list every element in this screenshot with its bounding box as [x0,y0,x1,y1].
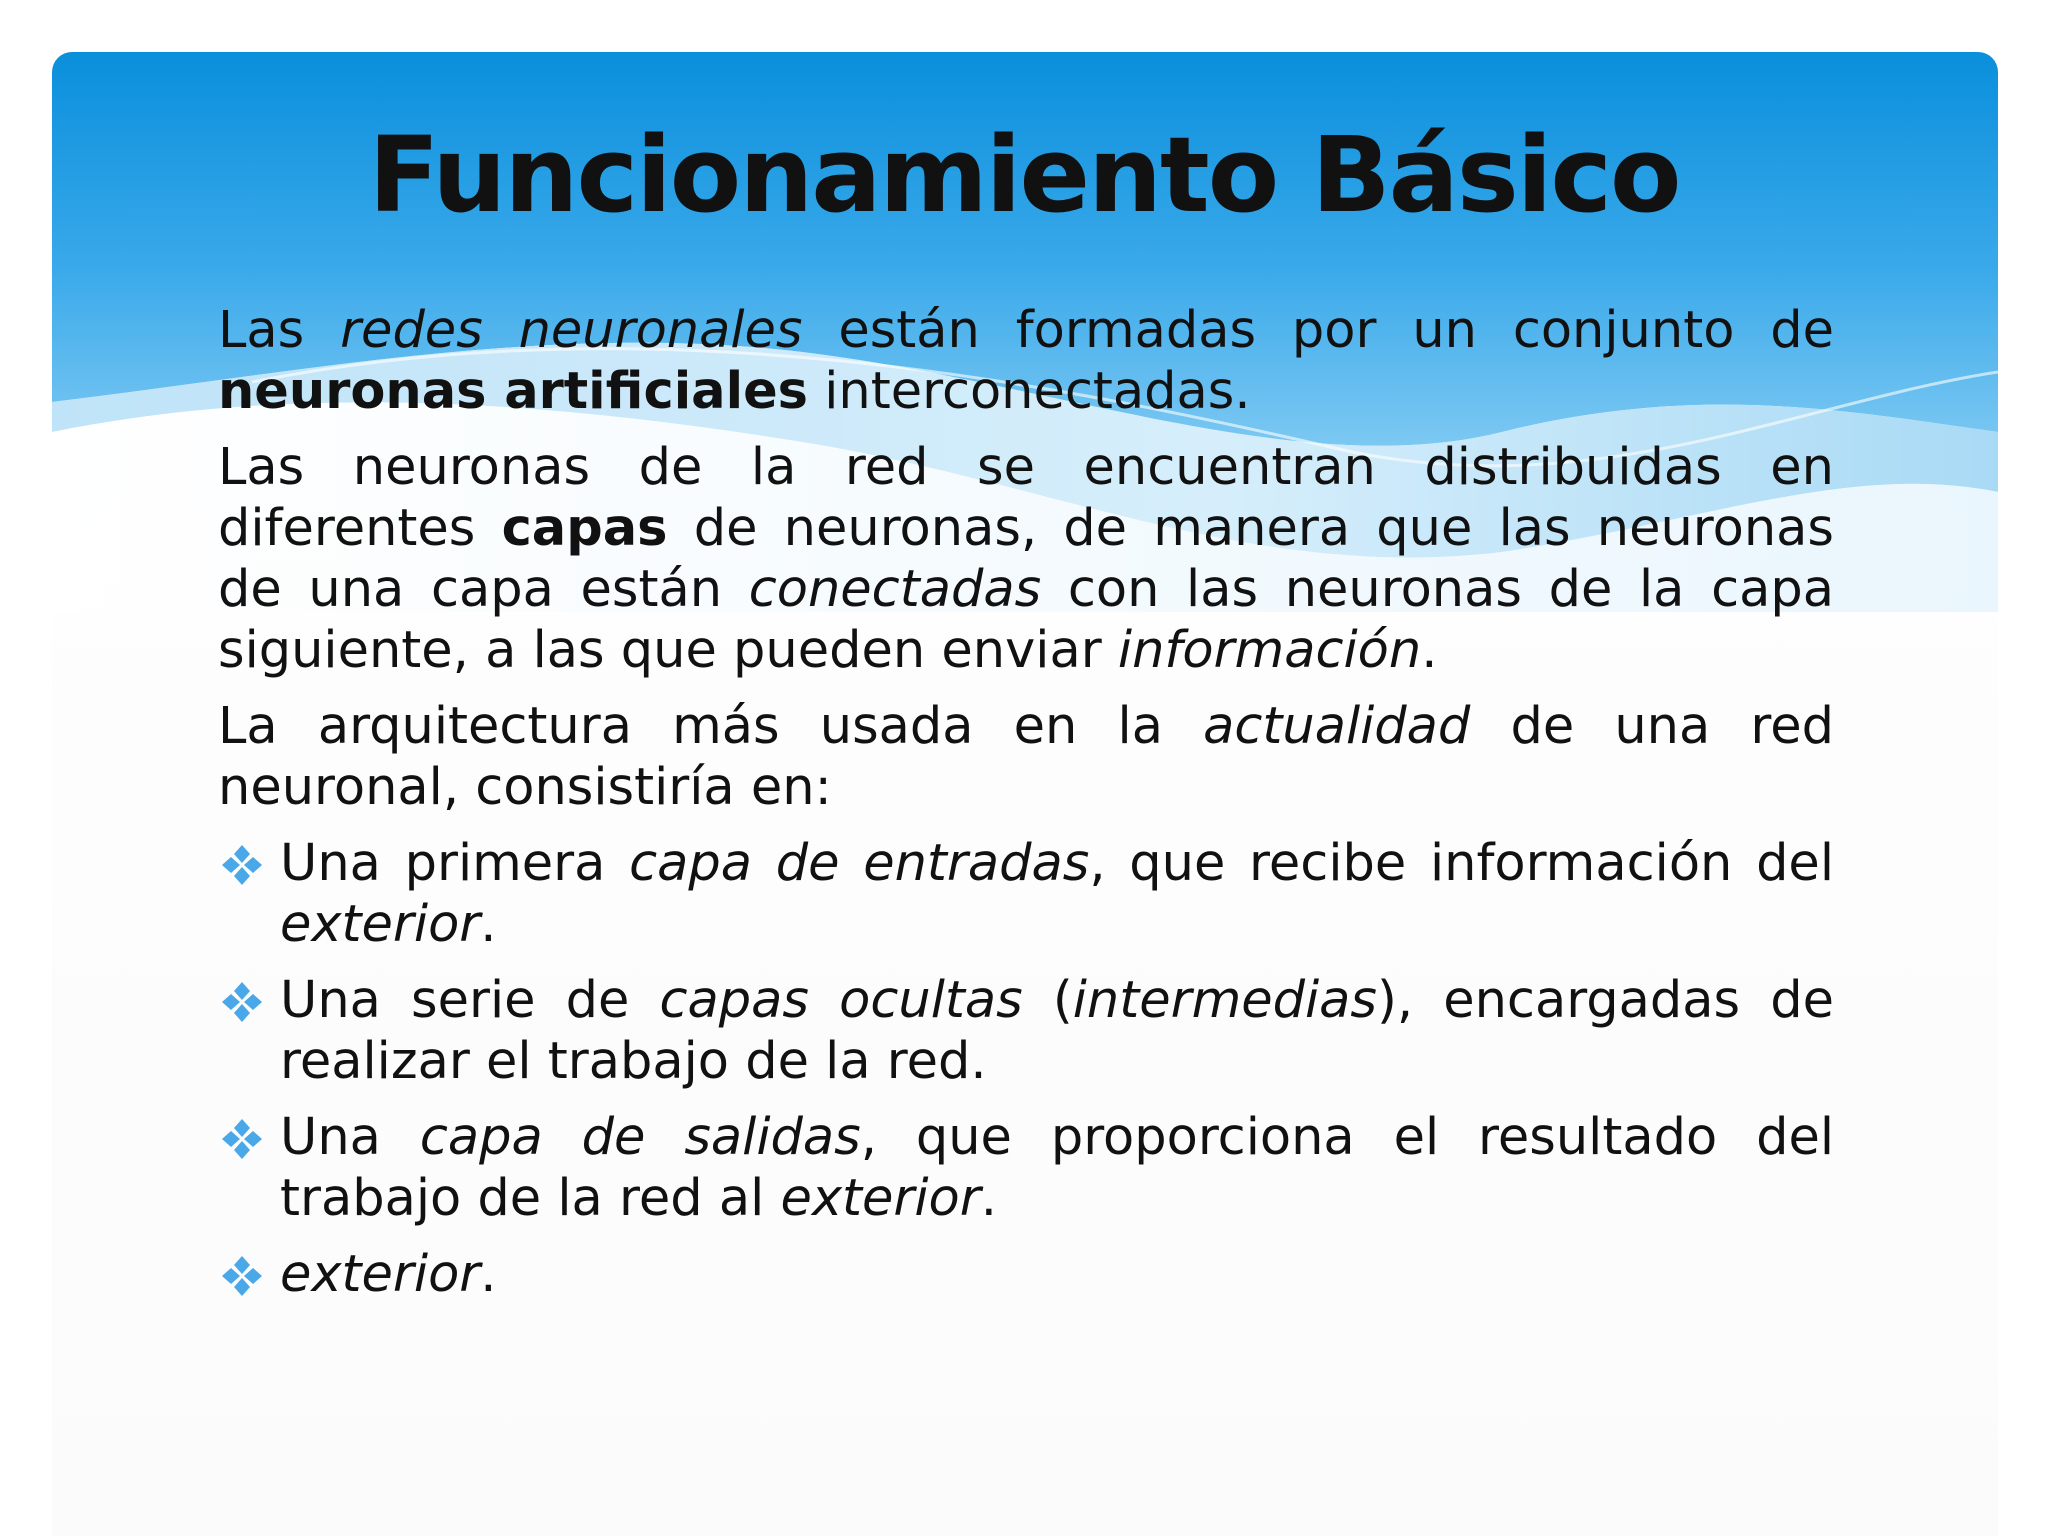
bullet-item [218,833,1834,955]
italic-span: actualidad [1203,697,1471,756]
four-diamond-icon [220,980,264,1024]
bold-span: neuronas artificiales [218,362,809,421]
bullet-list [218,833,1834,1305]
four-diamond-icon [220,1254,264,1298]
text-span: La arquitectura más usada en la [218,697,1204,756]
slide-body [218,300,1834,1320]
bullet-item [218,970,1834,1092]
text-span: ), encargadas de realizar el trabajo de la red. [280,971,1835,1091]
text-span: de neuronas, de manera que las neuronas de una capa están [218,499,1834,619]
text-span: ( [1022,971,1073,1030]
text-span: Las [218,301,341,360]
text-span: Una serie de [280,971,660,1030]
italic-span: exterior [780,1169,981,1228]
text-span: con las neuronas de la capa siguiente, a las que pueden enviar [218,560,1834,680]
text-span: Una [280,1108,420,1167]
text-span: Una primera [280,834,630,893]
italic-span: exterior [280,1245,481,1304]
four-diamond-icon [220,843,264,887]
bullet-item [218,1107,1834,1229]
italic-span: exterior [280,895,481,954]
text-span: Las neuronas de la red se encuentran distribuidas en diferentes [218,438,1834,558]
italic-span: capa de salidas [419,1108,861,1167]
text-span: , que recibe información del [1089,834,1834,893]
paragraph-3 [218,696,1834,818]
paragraph-2 [218,437,1834,681]
text-span: , que proporciona el resultado del trabajo de la red al [280,1108,1834,1228]
italic-span: intermedias [1072,971,1377,1030]
bold-span: capas [501,499,668,558]
italic-span: conectadas [748,560,1042,619]
text-span: interconectadas. [808,362,1251,421]
text-span: . [980,1169,997,1228]
text-span: . [480,895,497,954]
italic-span: capa de entradas [629,834,1090,893]
text-span: de una red neuronal, consistiría en: [218,697,1834,817]
four-diamond-icon [220,1117,264,1161]
italic-span: redes neuronales [340,301,803,360]
text-span: . [480,1245,497,1304]
italic-span: capas ocultas [659,971,1023,1030]
slide-title: Funcionamiento Básico [368,114,1680,236]
text-span: . [1421,621,1438,680]
paragraph-1 [218,300,1834,422]
bullet-item [218,1244,1834,1305]
italic-span: información [1117,621,1422,680]
text-span: están formadas por un conjunto de [802,301,1834,360]
